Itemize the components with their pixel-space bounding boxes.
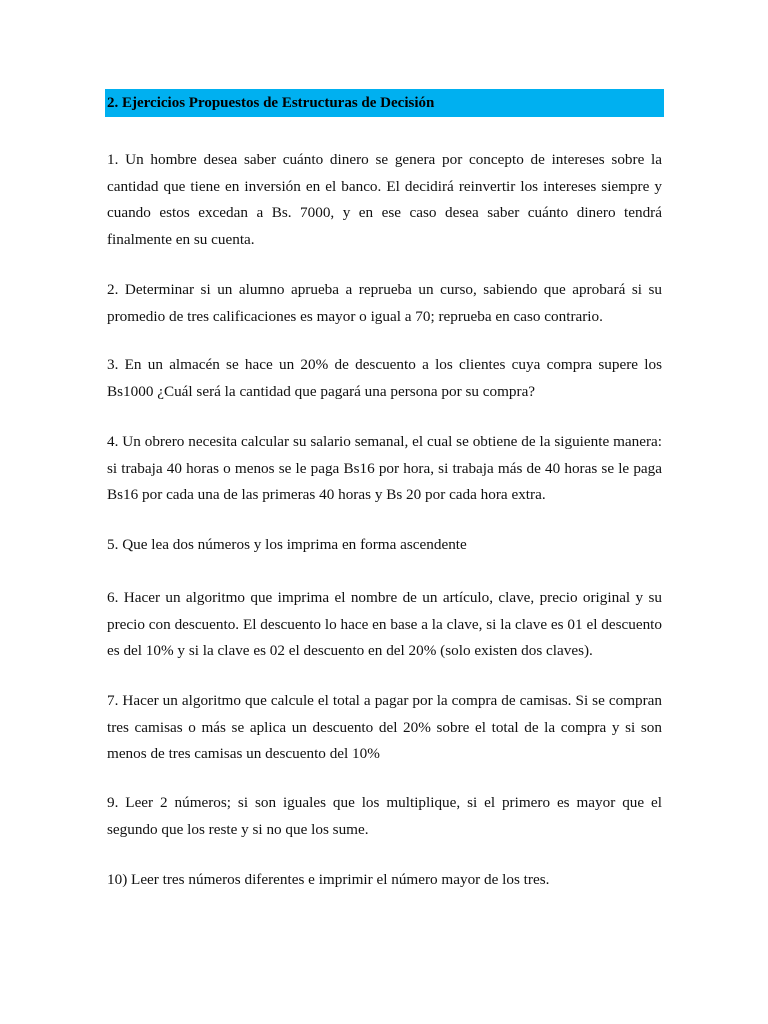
exercise-10: 10) Leer tres números diferentes e imprimir el número mayor de los tres. <box>107 871 550 888</box>
exercise-4: 4. Un obrero necesita calcular su salario semanal, el cual se obtiene de la siguiente manera: si trabaja 40 horas o menos se le paga Bs16 por hora, si trabaja más de 40 horas se le paga Bs16 por cada una de las primeras 40 horas y Bs 20 por cada hora extra. <box>107 433 662 503</box>
exercise-6: 6. Hacer un algoritmo que imprima el nombre de un artículo, clave, precio original y su precio con descuento. El descuento lo hace en base a la clave, si la clave es 01 el descuento es del 10% y si la clave es 02 el descuento en del 20% (solo existen dos claves). <box>107 589 662 659</box>
exercise-7: 7. Hacer un algoritmo que calcule el total a pagar por la compra de camisas. Si se compran tres camisas o más se aplica un descuento del 20% sobre el total de la compra y si son menos de tres camisas un descuento del 10% <box>107 692 662 762</box>
exercise-3: 3. En un almacén se hace un 20% de descuento a los clientes cuya compra supere los Bs1000 ¿Cuál será la cantidad que pagará una persona por su compra? <box>107 356 662 400</box>
section-heading: 2. Ejercicios Propuestos de Estructuras de Decisión <box>105 89 664 117</box>
exercise-5: 5. Que lea dos números y los imprima en forma ascendente <box>107 536 467 553</box>
exercise-9: 9. Leer 2 números; si son iguales que los multiplique, si el primero es mayor que el segundo que los reste y si no que los sume. <box>107 794 662 838</box>
exercise-1: 1. Un hombre desea saber cuánto dinero se genera por concepto de intereses sobre la cantidad que tiene en inversión en el banco. El decidirá reinvertir los intereses siempre y cuando estos excedan a Bs. 7000, y en ese caso desea saber cuánto dinero tendrá finalmente en su cuenta. <box>107 151 662 248</box>
exercise-2: 2. Determinar si un alumno aprueba a reprueba un curso, sabiendo que aprobará si su promedio de tres calificaciones es mayor o igual a 70; reprueba en caso contrario. <box>107 281 662 325</box>
